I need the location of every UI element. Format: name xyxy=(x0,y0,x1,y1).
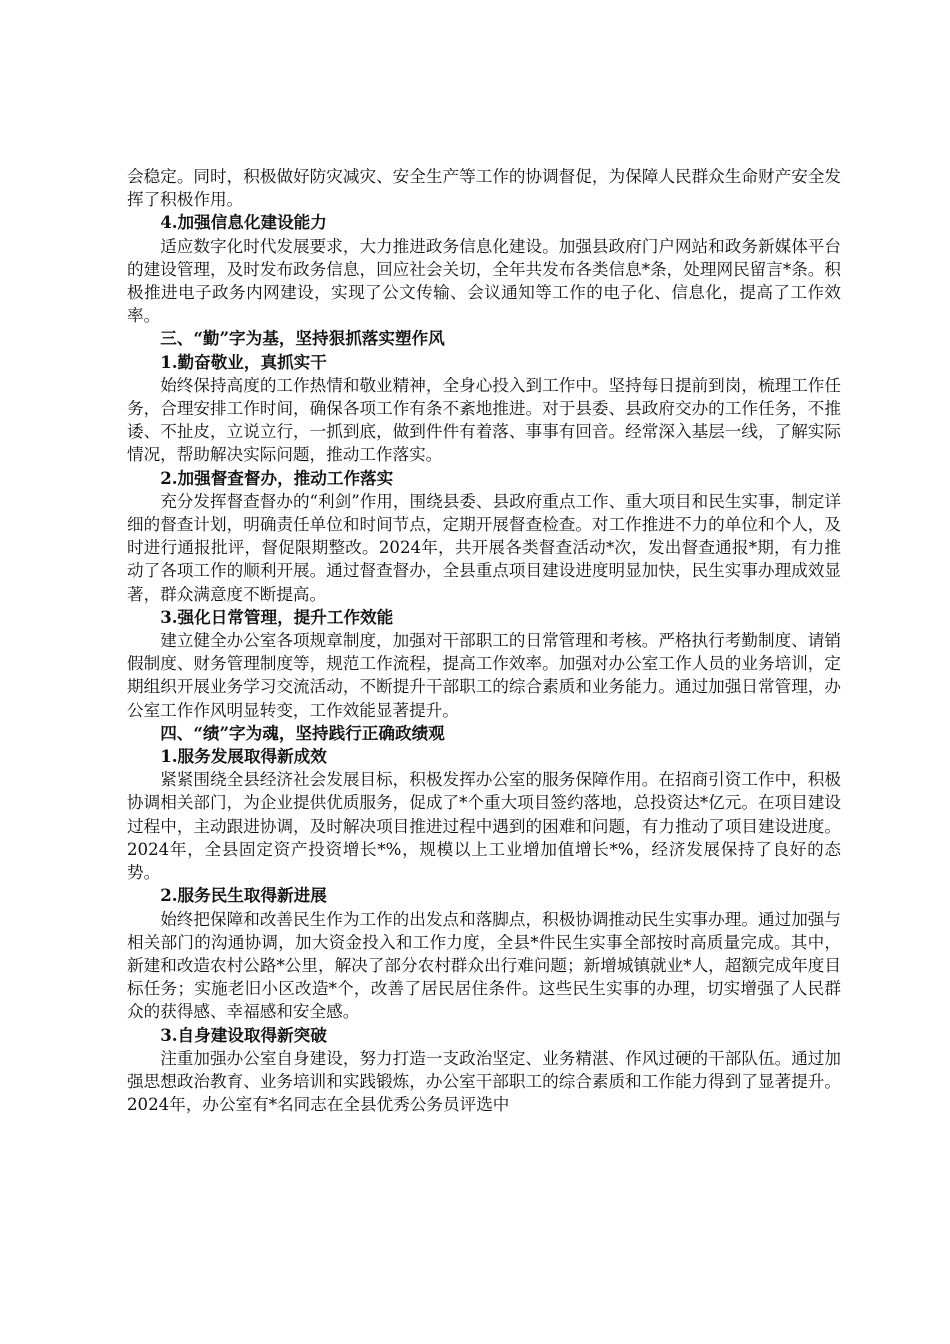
subheading-service-development: 1.服务发展取得新成效 xyxy=(160,746,327,767)
section-heading-four: 四、“绩”字为魂，坚持践行正确政绩观 xyxy=(160,722,445,743)
subheading-informatization: 4.加强信息化建设能力 xyxy=(160,212,327,233)
paragraph: 始终保持高度的工作热情和敬业精神，全身心投入到工作中。坚持每日提前到岗，梳理工作任务，合理安排工作时间，确保各项工作有条不紊地推进。对于县委、县政府交办的工作任务，不推诿、不扯皮，立说立行，一抓到底，做到件件有着落、事事有回音。经常深入基层一线，了解实际情况，帮助解决实际问题，推动工作落实。 xyxy=(127,375,841,465)
paragraph: 适应数字化时代发展要求，大力推进政务信息化建设。加强县政府门户网站和政务新媒体平台的建设管理，及时发布政务信息，回应社会关切，全年共发布各类信息*条，处理网民留言*条。积极推进电子政务内网建设，实现了公文传输、会议通知等工作的电子化、信息化，提高了工作效率。 xyxy=(127,236,841,326)
subheading-supervision: 2.加强督查督办，推动工作落实 xyxy=(160,467,394,488)
paragraph: 紧紧围绕全县经济社会发展目标，积极发挥办公室的服务保障作用。在招商引资工作中，积极协调相关部门，为企业提供优质服务，促成了*个重大项目签约落地，总投资达*亿元。在项目建设过程中，主动跟进协调，及时解决项目推进过程中遇到的困难和问题，有力推动了项目建设进度。2024年，全县固定资产投资增长*%，规模以上工业增加值增长*%，经济发展保持了良好的态势。 xyxy=(127,770,841,883)
document-page xyxy=(127,165,841,1116)
paragraph: 始终把保障和改善民生作为工作的出发点和落脚点，积极协调推动民生实事办理。通过加强与相关部门的沟通协调，加大资金投入和工作力度，全县*件民生实事全部按时高质量完成。其中，新建和改造农村公路*公里，解决了部分农村群众出行难问题；新增城镇就业*人，超额完成年度目标任务；实施老旧小区改造*个，改善了居民居住条件。这些民生实事的办理，切实增强了人民群众的获得感、幸福感和安全感。 xyxy=(127,909,841,1022)
subheading-diligence: 1.勤奋敬业，真抓实干 xyxy=(160,351,327,372)
section-heading-three: 三、“勤”字为基，坚持狠抓落实塑作风 xyxy=(160,328,445,349)
subheading-service-livelihood: 2.服务民生取得新进展 xyxy=(160,885,327,906)
subheading-self-building: 3.自身建设取得新突破 xyxy=(160,1024,327,1045)
subheading-daily-management: 3.强化日常管理，提升工作效能 xyxy=(160,606,394,627)
paragraph: 建立健全办公室各项规章制度，加强对干部职工的日常管理和考核。严格执行考勤制度、请销假制度、财务管理制度等，规范工作流程，提高工作效率。加强对办公室工作人员的业务培训，定期组织开展业务学习交流活动，不断提升干部职工的综合素质和业务能力。通过加强日常管理，办公室工作作风明显转变，工作效能显著提升。 xyxy=(127,631,841,720)
paragraph-continued: 会稳定。同时，积极做好防灾减灾、安全生产等工作的协调督促，为保障人民群众生命财产安全发挥了积极作用。 xyxy=(127,167,841,210)
paragraph: 注重加强办公室自身建设，努力打造一支政治坚定、业务精湛、作风过硬的干部队伍。通过加强思想政治教育、业务培训和实践锻炼，办公室干部职工的综合素质和工作能力得到了显著提升。2024年，办公室有*名同志在全县优秀公务员评选中 xyxy=(127,1048,841,1115)
paragraph: 充分发挥督查督办的“利剑”作用，围绕县委、县政府重点工作、重大项目和民生实事，制定详细的督查计划，明确责任单位和时间节点，定期开展督查检查。对工作推进不力的单位和个人，及时进行通报批评，督促限期整改。2024年，共开展各类督查活动*次，发出督查通报*期，有力推动了各项工作的顺利开展。通过督查督办，全县重点项目建设进度明显加快，民生实事办理成效显著，群众满意度不断提高。 xyxy=(127,491,841,604)
